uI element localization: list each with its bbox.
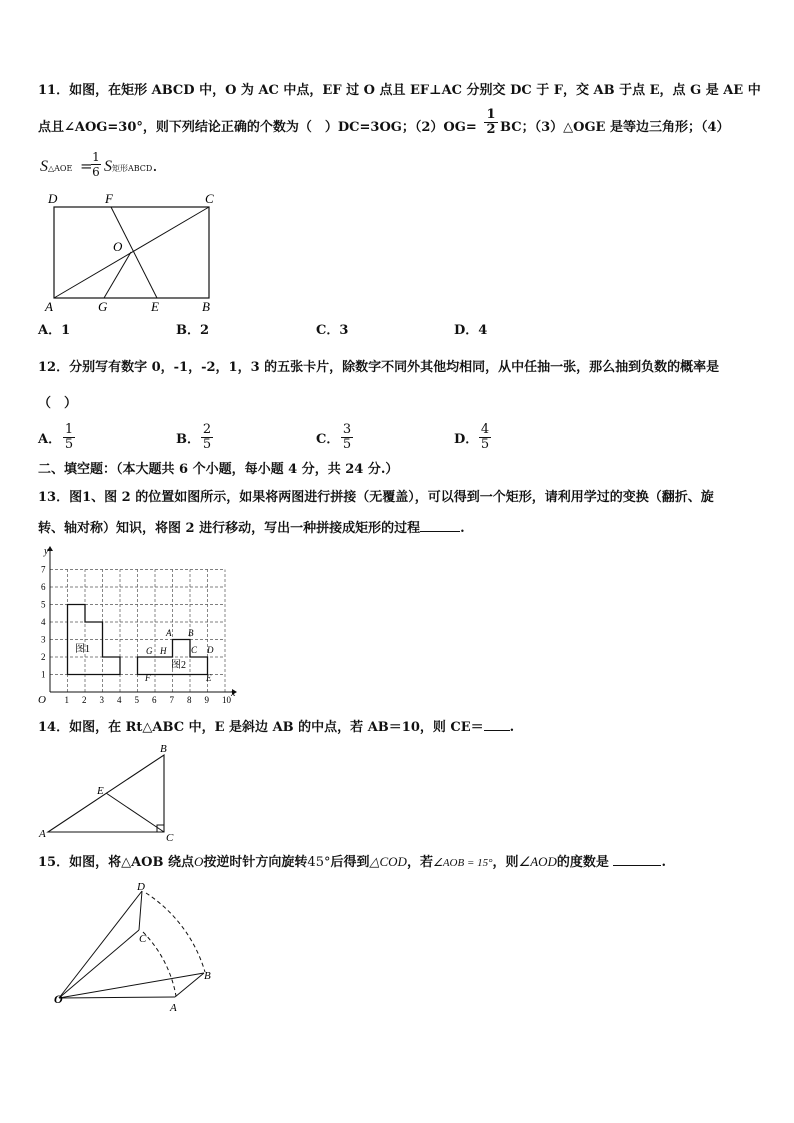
formula-frac bbox=[91, 150, 101, 179]
q11-figure bbox=[36, 190, 226, 315]
q12-option-b-frac: $\frac{2}{5}$ bbox=[202, 422, 212, 452]
segment-od bbox=[59, 891, 142, 998]
q13-line1: 13．图1、图 2 的位置如图所示，如果将两图进行拼接（无覆盖），可以得到一个矩形，请利用学过的变换（翻折、旋 bbox=[38, 490, 714, 505]
segment-oc bbox=[59, 930, 139, 998]
x-tick-label: 7 bbox=[169, 695, 174, 705]
label-g: G bbox=[98, 299, 108, 314]
section2-title: 二、填空题：（本大题共 6 个小题，每小题 4 分，共 24 分.） bbox=[38, 462, 399, 477]
q11-line2a: 点且∠AOG=30°，则下列结论正确的个数为（ ）DC=3OG；（2）OG= bbox=[38, 120, 477, 135]
segment-oa bbox=[59, 997, 175, 998]
q12-line1: 12．分别写有数字 0，-1，-2，1，3 的五张卡片，除数字不同外其他均相同，从中任抽一张，那么抽到负数的概率是 bbox=[38, 360, 720, 375]
x-tick-label: 4 bbox=[117, 695, 122, 705]
x-tick-label: 2 bbox=[82, 695, 87, 705]
point-d: D bbox=[207, 645, 214, 655]
q14-figure bbox=[36, 740, 186, 845]
q12-option-a-letter: A． bbox=[38, 432, 62, 447]
q15-aod: ∠AOD bbox=[518, 854, 557, 869]
q12-option-d-frac: $\frac{4}{5}$ bbox=[480, 422, 490, 452]
x-tick-label: 3 bbox=[99, 695, 104, 705]
segment-ce bbox=[106, 793, 164, 832]
segment-ob bbox=[59, 973, 204, 998]
q11-line2b: BC；（3）△OGE 是等边三角形；（4） bbox=[500, 120, 730, 135]
q12-option-d-letter: D． bbox=[454, 432, 479, 447]
formula-s1: S bbox=[40, 158, 48, 175]
q13-answer-blank[interactable] bbox=[420, 531, 460, 532]
point-f: F bbox=[145, 673, 151, 683]
q11-line1: 11．如图，在矩形 ABCD 中，O 为 AC 中点，EF 过 O 点且 EF⊥AC 分别交 DC 于 F，交 AB 于点 E，点 G 是 AE 中 bbox=[38, 83, 761, 98]
point-e: E bbox=[206, 673, 212, 683]
label-b: B bbox=[160, 743, 167, 755]
q12-option-a-frac: $\frac{1}{5}$ bbox=[64, 422, 74, 452]
x-tick-label: 6 bbox=[152, 695, 157, 705]
q11-formula-right bbox=[104, 158, 157, 177]
x-tick-label: 5 bbox=[134, 695, 139, 705]
point-c: C bbox=[191, 645, 198, 655]
x-axis-label: x bbox=[231, 688, 236, 699]
y-tick-label: 5 bbox=[41, 599, 46, 610]
segment-dc bbox=[139, 891, 142, 930]
q15-aob: ∠AOB = 15° bbox=[432, 857, 493, 869]
formula-eq: = bbox=[80, 157, 93, 175]
figure-1-label: 图1 bbox=[75, 644, 90, 655]
label-e: E bbox=[97, 785, 104, 797]
label-d: D bbox=[48, 191, 58, 206]
origin-label: O bbox=[38, 694, 46, 706]
q12-option-b-letter: B． bbox=[176, 432, 200, 447]
label-o: O bbox=[113, 239, 123, 254]
figure-2-label: 图2 bbox=[171, 660, 186, 671]
label-a: A bbox=[39, 828, 46, 840]
x-tick-label: 8 bbox=[187, 695, 192, 705]
q11-option-d: D．4 bbox=[454, 323, 488, 338]
label-b: B bbox=[204, 970, 211, 982]
y-tick-label: 6 bbox=[41, 582, 46, 592]
q15-figure bbox=[36, 875, 226, 1020]
arc-ca bbox=[143, 932, 176, 996]
point-b: B bbox=[188, 628, 194, 638]
y-tick-label: 3 bbox=[41, 634, 46, 645]
q11-fraction bbox=[484, 108, 498, 137]
label-c: C bbox=[205, 191, 214, 206]
label-c: C bbox=[139, 933, 147, 945]
formula-sub2: 矩形ABCD bbox=[112, 164, 153, 173]
formula-frac-den: 6 bbox=[92, 165, 100, 179]
tick-labels bbox=[41, 565, 232, 706]
x-tick-label: 1 bbox=[64, 695, 69, 705]
label-e: E bbox=[151, 299, 159, 314]
formula-sub1: △AOE bbox=[48, 164, 73, 173]
q12-line2: （ ） bbox=[38, 396, 78, 411]
formula-s2: S bbox=[104, 158, 112, 175]
x-tick-label: 10 bbox=[222, 695, 231, 705]
q13-grid bbox=[36, 545, 246, 705]
q15-line: 15．如图，将△AOB 绕点O按逆时针方向旋转45°后得到△COD，若∠AOB = 15°，则∠AOD的度数是 . bbox=[38, 854, 666, 870]
q11-formula bbox=[40, 158, 72, 177]
point-g: G bbox=[146, 646, 153, 656]
label-d: D bbox=[137, 881, 145, 893]
q11-option-b: B．2 bbox=[176, 323, 210, 338]
label-o: O bbox=[54, 992, 63, 1006]
q15-angle: 45° bbox=[307, 855, 331, 870]
q14-line: 14．如图，在 Rt△ABC 中，E 是斜边 AB 的中点，若 AB＝10，则 CE＝ . bbox=[38, 720, 515, 735]
x-tick-label: 9 bbox=[204, 695, 209, 705]
label-f: F bbox=[105, 191, 113, 206]
q15-cod: △COD bbox=[369, 854, 407, 869]
y-tick-label: 1 bbox=[41, 669, 46, 680]
y-tick-label: 2 bbox=[41, 652, 46, 662]
segment-og bbox=[104, 252, 131, 298]
q12-option-c-frac: $\frac{3}{5}$ bbox=[342, 422, 352, 452]
diagonal-ac bbox=[54, 207, 209, 298]
segment-ba bbox=[175, 973, 204, 997]
point-h: H bbox=[160, 646, 167, 656]
arc-db bbox=[146, 893, 205, 972]
formula-tail: . bbox=[152, 156, 158, 175]
q11-option-a: A．1 bbox=[38, 323, 71, 338]
q13-line2: 转、轴对称）知识，将图 2 进行移动，写出一种拼接成矩形的过程 . bbox=[38, 521, 465, 536]
q15-point-o: O bbox=[194, 854, 204, 869]
label-b: B bbox=[202, 299, 210, 314]
y-tick-label: 4 bbox=[41, 617, 46, 627]
q11-frac-den: 2 bbox=[486, 122, 496, 137]
q15-answer-blank[interactable] bbox=[613, 865, 661, 866]
point-a: A bbox=[166, 628, 172, 638]
q14-answer-blank[interactable] bbox=[484, 730, 510, 731]
y-axis-label: y bbox=[44, 546, 49, 557]
label-a: A bbox=[170, 1002, 177, 1014]
formula-frac-num: 1 bbox=[92, 150, 100, 164]
q11-frac-num: 1 bbox=[484, 108, 498, 123]
label-c: C bbox=[166, 832, 174, 844]
q12-option-c-letter: C． bbox=[316, 432, 340, 447]
label-a: A bbox=[45, 299, 53, 314]
q11-option-c: C．3 bbox=[316, 323, 349, 338]
y-tick-label: 7 bbox=[41, 564, 46, 575]
